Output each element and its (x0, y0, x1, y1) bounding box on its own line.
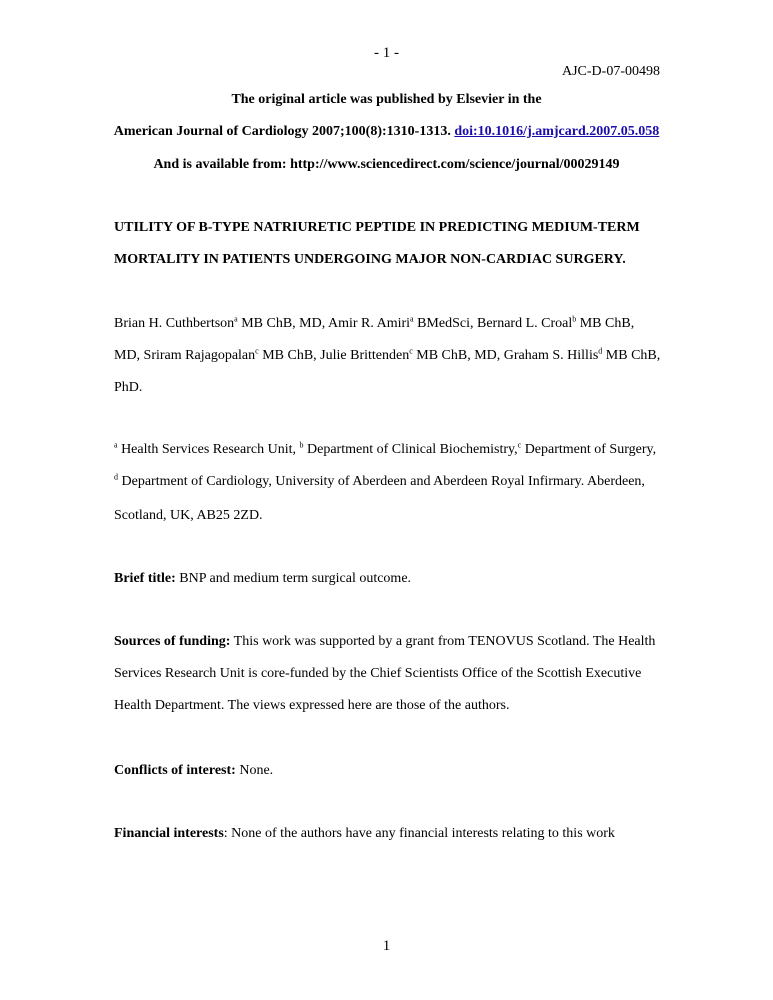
affiliation-mark: a (410, 314, 414, 324)
financial-label: Financial interests (114, 826, 224, 841)
affiliation-text: Department of Cardiology, University of Aberdeen and Aberdeen Royal Infirmary. Aberdeen, (118, 474, 645, 489)
author-text: MB ChB, Julie Brittenden (258, 348, 410, 363)
article-title-line1: UTILITY OF B-TYPE NATRIURETIC PEPTIDE IN PREDICTING MEDIUM-TERM (114, 220, 640, 235)
publication-note-line3: And is available from: http://www.sciencedirect.com/science/journal/00029149 (153, 157, 620, 172)
author-list-line3: PhD. (114, 380, 143, 395)
affiliation-mark: a (234, 314, 238, 324)
affiliation-mark: d (598, 346, 603, 356)
author-text: MB ChB, (602, 348, 661, 363)
brief-title-text: BNP and medium term surgical outcome. (175, 571, 412, 586)
author-text: MB ChB, MD, Amir R. Amiri (237, 316, 411, 331)
journal-citation: American Journal of Cardiology 2007;100(8):1310-1313. (113, 124, 455, 139)
publication-note-line1: The original article was published by Elsevier in the (231, 92, 542, 107)
funding-line2: Services Research Unit is core-funded by the Chief Scientists Office of the Scottish Executive (114, 666, 642, 681)
author-text: BMedSci, Bernard L. Croal (413, 316, 573, 331)
author-text: MD, Sriram Rajagopalan (114, 348, 256, 363)
article-title-line2: MORTALITY IN PATIENTS UNDERGOING MAJOR NON-CARDIAC SURGERY. (114, 252, 626, 267)
publication-note-line2 (0, 124, 773, 140)
affiliation-mark: c (517, 440, 522, 450)
author-text: MB ChB, (576, 316, 635, 331)
funding-line3: Health Department. The views expressed here are those of the authors. (114, 698, 510, 713)
page-marker-top: - 1 - (374, 45, 399, 61)
document-id: AJC-D-07-00498 (562, 64, 660, 79)
conflicts-label: Conflicts of interest: (114, 763, 236, 778)
affiliations-line2 (114, 474, 645, 490)
affiliations-line3: Scotland, UK, AB25 2ZD. (114, 508, 263, 523)
affiliation-mark: c (409, 346, 413, 356)
author-list-line1 (114, 316, 634, 332)
page-number: 1 (382, 938, 391, 954)
affiliation-mark: a (114, 440, 118, 450)
brief-title-label: Brief title: (114, 571, 176, 586)
funding-line1 (114, 634, 655, 650)
affiliation-text: Department of Clinical Biochemistry, (303, 442, 518, 457)
affiliation-text: Health Services Research Unit, (117, 442, 300, 457)
affiliations-line1 (114, 442, 656, 458)
conflicts-of-interest (114, 763, 273, 779)
affiliation-mark: d (114, 472, 118, 482)
financial-interests (114, 826, 615, 842)
affiliation-mark: b (572, 314, 577, 324)
affiliation-mark: b (299, 440, 304, 450)
author-text: MB ChB, MD, Graham S. Hillis (412, 348, 599, 363)
doi-link[interactable]: doi:10.1016/j.amjcard.2007.05.058 (454, 124, 660, 139)
affiliation-text: Department of Surgery, (521, 442, 657, 457)
conflicts-text: None. (235, 763, 274, 778)
affiliation-mark: c (255, 346, 259, 356)
funding-text: This work was supported by a grant from TENOVUS Scotland. The Health (230, 634, 656, 649)
author-list-line2 (114, 348, 660, 364)
brief-title (114, 571, 411, 587)
financial-text: : None of the authors have any financial interests relating to this work (223, 826, 615, 841)
funding-label: Sources of funding: (114, 634, 231, 649)
author-text: Brian H. Cuthbertson (114, 316, 235, 331)
